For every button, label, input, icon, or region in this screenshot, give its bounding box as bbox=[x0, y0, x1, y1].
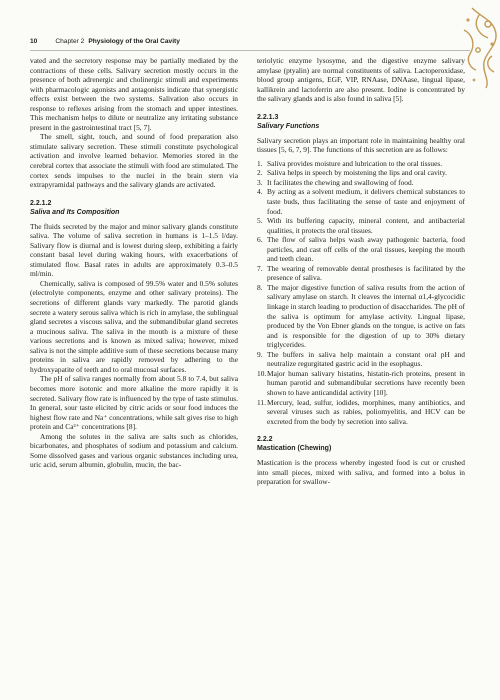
paragraph: Among the solutes in the saliva are salts such as chlorides, bicarbonates, and phosphates of sodium and potassium and calcium. Some dissolved gases and various organic substances including urea, uric acid, serum albumin, globulin, mucin, the bac- bbox=[30, 431, 238, 470]
chapter-label: Chapter 2 bbox=[55, 38, 85, 45]
paragraph: Chemically, saliva is composed of 99.5% water and 0.5% solutes (electrolyte components, enzyme and other salivary proteins). The secretions of different glands vary markedly. The parotid glands secrete a watery serous saliva which is rich in amylase, the sublingual gland secretes a viscous saliva, and the submandibular gland secretes a mucinous saliva. The saliva in the mouth is a mixture of these various secretions and is known as mixed saliva; however, mixed saliva is not the simple additive sum of these secretions because many proteins in saliva are rapidly removed by adhering to the hydroxyapatite of teeth and to oral mucosal surfaces. bbox=[30, 278, 238, 374]
page-number: 10 bbox=[30, 38, 38, 45]
section-number: 2.2.1.2 bbox=[30, 199, 52, 207]
section-title: Mastication (Chewing) bbox=[257, 445, 332, 453]
right-column bbox=[257, 56, 465, 487]
list-item: 5. With its buffering capacity, mineral content, and antibacterial qualities, it protects the oral tissues. bbox=[257, 216, 465, 235]
list-item: 11. Mercury, lead, sulfur, iodides, morphines, many antibiotics, and several viruses such as rabies, poliomyelitis, and HCV can be excreted from the body by secretion into saliva. bbox=[257, 397, 465, 426]
paragraph: Mastication is the process whereby ingested food is cut or crushed into small pieces, mixed with saliva, and formed into a bolus in preparation for swallow- bbox=[257, 458, 465, 487]
list-item: 6. The flow of saliva helps wash away pathogenic bacteria, food particles, and cast off cells of the oral tissues, keeping the mouth and teeth clean. bbox=[257, 235, 465, 264]
list-item: 9. The buffers in saliva help maintain a constant oral pH and neutralize regurgitated gastric acid in the esophagus. bbox=[257, 349, 465, 369]
left-column bbox=[30, 56, 238, 470]
list-item: 1. Saliva provides moisture and lubrication to the oral tissues. bbox=[257, 158, 443, 168]
paragraph: The fluids secreted by the major and minor salivary glands constitute saliva. The volume of saliva secretion in humans is 1–1.5 l/day. Salivary flow is diurnal and is lowest during sleep, exhibiting a fairly constant basal level during waking hours, with exacerbations of stimulated flow. Basal rates in adults are approximately 0.3–0.5 ml/min. bbox=[30, 221, 238, 279]
list-item: 2. Saliva helps in speech by moistening the lips and oral cavity. bbox=[257, 168, 447, 178]
section-title: Salivary Functions bbox=[257, 122, 320, 130]
header-rule bbox=[30, 50, 470, 51]
section-number: 2.2.1.3 bbox=[257, 113, 279, 121]
list-item: 3. It facilitates the chewing and swallowing of food. bbox=[257, 177, 414, 187]
chapter-title: Physiology of the Oral Cavity bbox=[88, 38, 180, 45]
list-item: 10. Major human salivary histatins, histatin-rich proteins, present in human parotid and submandibular secretions have recently been shown to have anticandidal activity [10]. bbox=[257, 368, 465, 397]
paragraph: The smell, sight, touch, and sound of food preparation also stimulate salivary secretion. These stimuli constitute psychological activation and involve learned behavior. Memories stored in the cerebral cortex that associate the stimuli with food are stimulated. The cortex sends impulses to the nuclei in the brain stern via extrapyramidal pathways and the salivary glands are activated. bbox=[30, 132, 238, 190]
section-number: 2.2.2 bbox=[257, 436, 273, 444]
section-title: Saliva and Its Composition bbox=[30, 208, 120, 216]
paragraph: vated and the secretory response may be partially mediated by the contractions of these cells. Salivary secretion mostly occurs in the presence of both adrenergic and cholinergic stimuli and experiments with pharmacologic agonists and antagonists indicate that synergistic effects exist between the two systems. Salivation also occurs in response to reflexes arising from the stomach and upper intestines. This mechanism helps to dilute or neutralize any irritating substance present in the gastrointestinal tract [5, 7]. bbox=[30, 56, 238, 132]
paragraph: The pH of saliva ranges normally from about 5.8 to 7.4, but saliva becomes more isotonic and more alkaline the more rapidly it is secreted. Salivary flow rate is influenced by the type of taste stimulus. In general, sour taste elicited by citric acids or sour food induces the highest flow rate and Na⁺ concentrations, while salt gives rise to high protein and Ca²⁺ concentrations [8]. bbox=[30, 374, 238, 432]
paragraph: teriolytic enzyme lysosyme, and the digestive enzyme salivary amylase (ptyalin) are normal constituents of saliva. Lactoperoxidase, blood group antigens, EGF, VIP, RNAase, DNAase, lingual lipase, kallikrein and lactoferrin are also present. Iodine is concentrated by the salivary glands and is also found in saliva [5]. bbox=[257, 56, 465, 104]
list-item: 7. The wearing of removable dental prostheses is facilitated by the presence of saliva. bbox=[257, 263, 465, 283]
functions-list bbox=[257, 159, 465, 426]
list-item: 8. The major digestive function of saliva results from the action of salivary amylase on starch. It cleaves the internal α1,4-glycocidic linkage in starch leading to production of disaccharides. The pH of the saliva is optimum for amylase activity. Lingual lipase, produced by the Von Ebner glands on the tongue, is active on fats and is responsible for the digestion of up to 30% dietary triglycerides. bbox=[257, 282, 465, 350]
list-item: 4. By acting as a solvent medium, it delivers chemical substances to taste buds, thus facilitating the sense of taste and enjoyment of food. bbox=[257, 187, 465, 216]
page-header bbox=[30, 38, 470, 45]
paragraph: Salivary secretion plays an important role in maintaining healthy oral tissues [5, 6, 7, 9]. The functions of this secretion are as follows: bbox=[257, 135, 465, 155]
